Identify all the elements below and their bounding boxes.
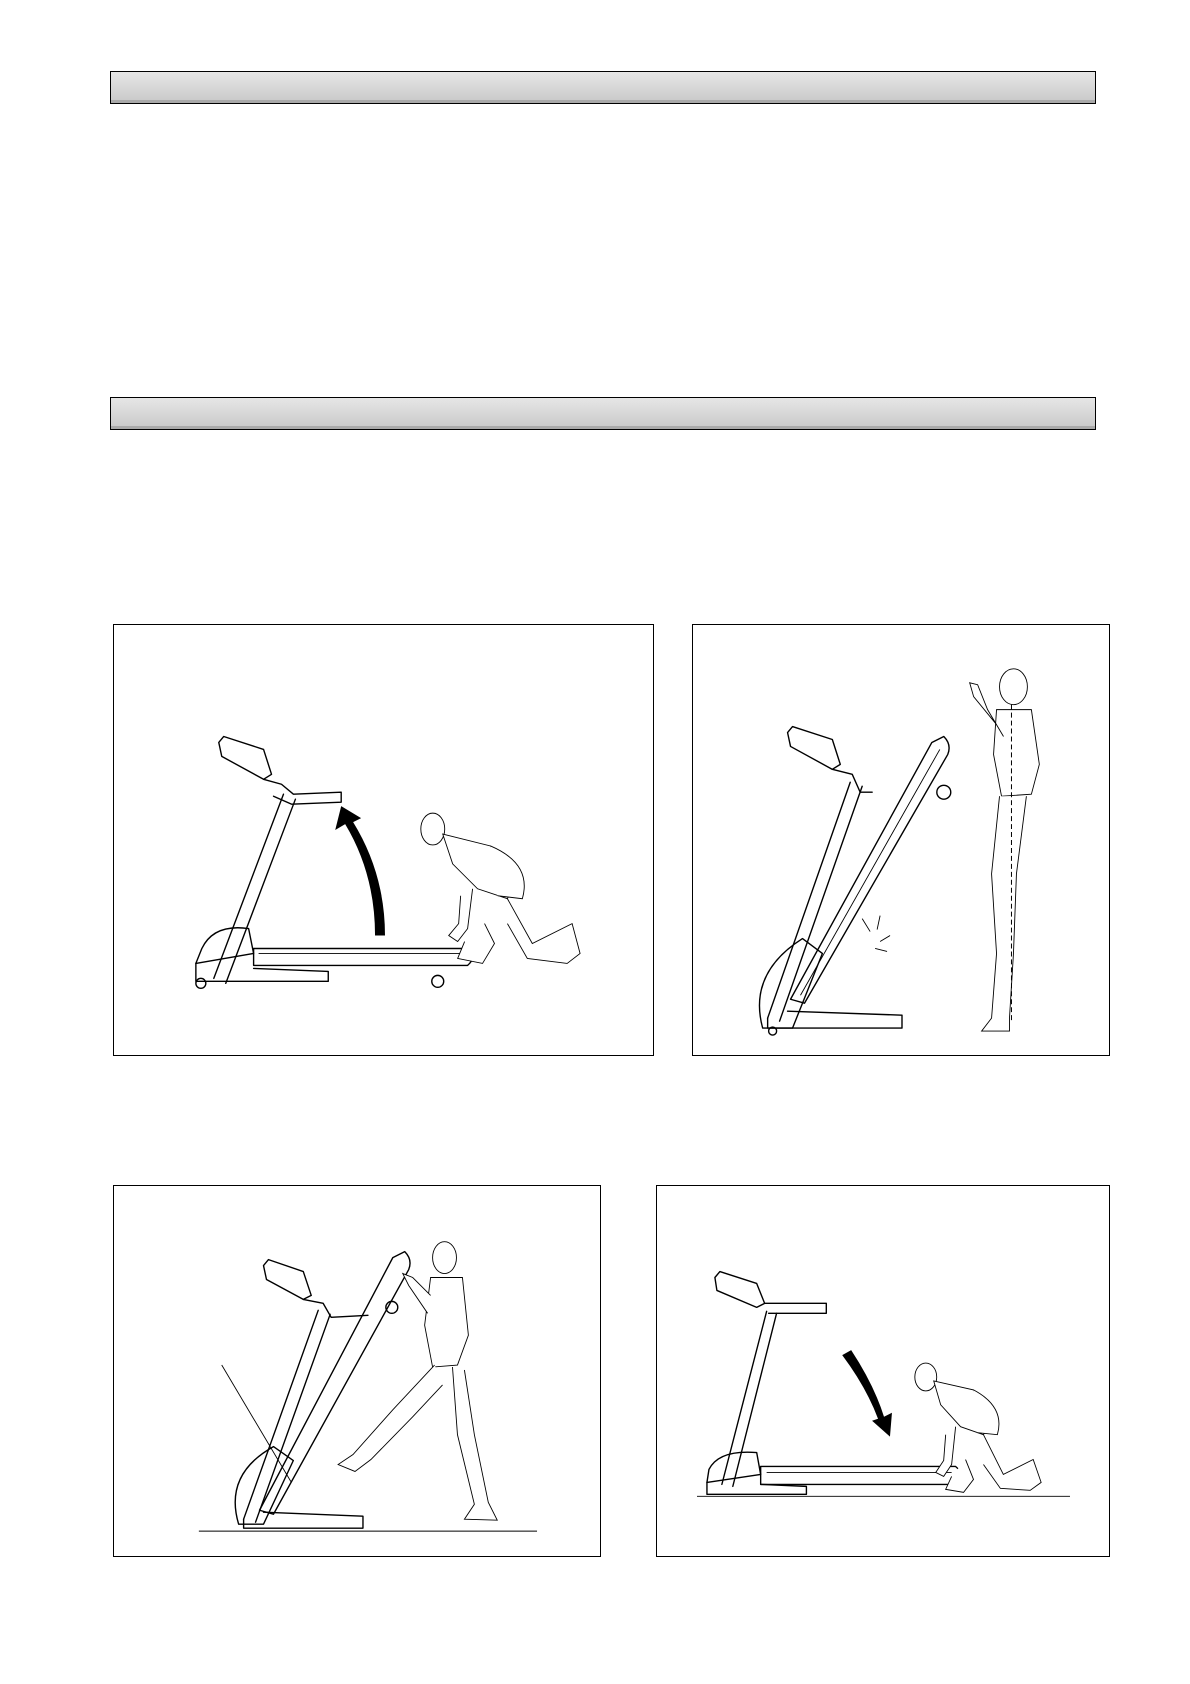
arrow-up-icon — [335, 806, 385, 935]
treadmill-motor-hood — [707, 1452, 761, 1482]
person-kneeling-figure — [421, 813, 580, 963]
latch-click-icon — [862, 916, 890, 952]
latch-pointer-line — [222, 1365, 292, 1482]
illustration-panel-unfold-step-1 — [113, 1185, 601, 1557]
treadmill-base — [768, 1011, 902, 1028]
arrow-down-icon — [842, 1350, 892, 1437]
section-header-bar-2 — [110, 397, 1096, 430]
treadmill-upright — [722, 1311, 777, 1486]
treadmill-console — [788, 727, 841, 770]
treadmill-deck-folded — [260, 1252, 411, 1515]
transport-wheel-icon — [196, 978, 206, 988]
section-header-bar-1 — [110, 71, 1096, 104]
treadmill-console — [219, 736, 272, 779]
treadmill-upright — [214, 794, 296, 983]
person-stepping-figure — [338, 1242, 497, 1520]
illustration-panel-fold-step-2 — [692, 624, 1110, 1056]
person-standing-figure — [970, 669, 1040, 1031]
treadmill-folded-illustration — [693, 625, 1109, 1055]
treadmill-deck — [761, 1466, 961, 1484]
treadmill-console — [264, 1260, 312, 1300]
illustration-panel-fold-step-1 — [113, 624, 654, 1056]
person-kneeling-figure — [915, 1363, 1041, 1492]
treadmill-unfolding-illustration — [114, 1186, 600, 1556]
treadmill-console — [715, 1272, 765, 1308]
treadmill-deck-folded — [791, 736, 950, 1003]
treadmill-folding-illustration — [114, 625, 653, 1055]
treadmill-lowering-illustration — [657, 1186, 1109, 1556]
treadmill-base — [244, 1512, 363, 1528]
treadmill-deck — [254, 948, 473, 965]
illustration-panel-unfold-step-2 — [656, 1185, 1110, 1557]
